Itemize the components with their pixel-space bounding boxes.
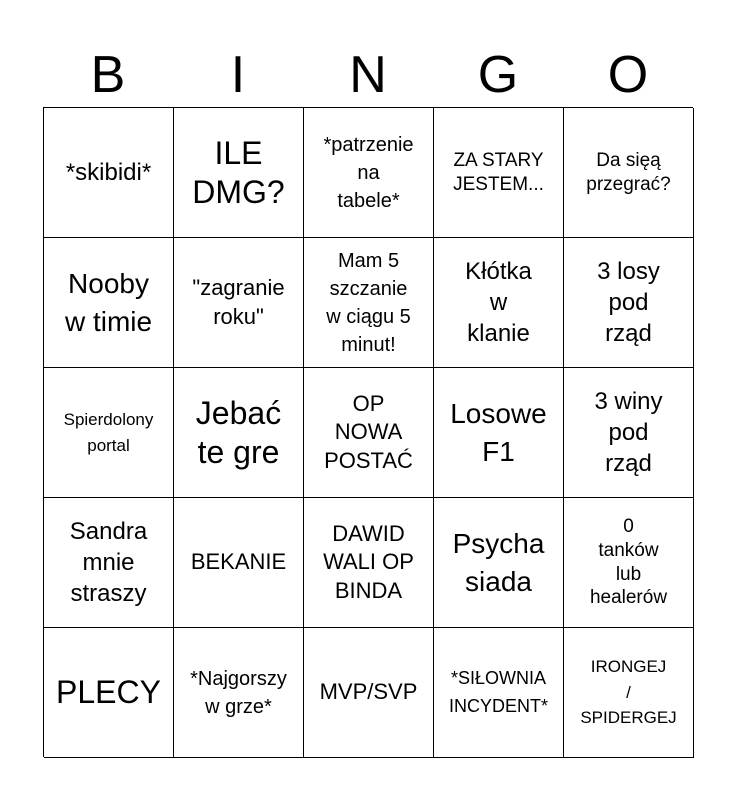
bingo-header	[43, 44, 693, 106]
cell-text: BEKANIE	[190, 549, 287, 575]
bingo-cell-r4c3[interactable]	[304, 498, 434, 628]
bingo-cell-r3c4[interactable]	[434, 368, 564, 498]
bingo-cell-r3c5[interactable]	[564, 368, 694, 498]
header-letter-n: N	[349, 46, 387, 104]
cell-text: *SIŁOWNIA INCYDENT*	[448, 667, 548, 716]
bingo-cell-r1c3[interactable]	[304, 108, 434, 238]
bingo-cell-r2c2[interactable]	[174, 238, 304, 368]
bingo-cell-r5c5[interactable]	[564, 628, 694, 758]
header-letter-i: I	[230, 46, 246, 104]
bingo-cell-r1c5[interactable]	[564, 108, 694, 238]
cell-text: 3 winy pod rząd	[594, 387, 663, 478]
bingo-cell-r4c2[interactable]	[174, 498, 304, 628]
bingo-cell-r1c2[interactable]	[174, 108, 304, 238]
header-letter-g: G	[477, 46, 519, 104]
bingo-cell-r2c1[interactable]	[44, 238, 174, 368]
bingo-grid	[43, 107, 693, 757]
cell-text: Losowe F1	[450, 397, 547, 467]
cell-text: Sandra mnie straszy	[69, 517, 148, 608]
cell-text: Mam 5 szczanie w ciągu 5 minut!	[326, 249, 411, 356]
bingo-cell-r5c1[interactable]	[44, 628, 174, 758]
bingo-cell-r5c2[interactable]	[174, 628, 304, 758]
bingo-cell-r1c1[interactable]	[44, 108, 174, 238]
bingo-cell-r3c3[interactable]	[304, 368, 434, 498]
cell-text: MVP/SVP	[319, 679, 418, 705]
cell-text: *Najgorszy w grze*	[190, 667, 287, 718]
cell-text: OP NOWA POSTAĆ	[324, 390, 413, 473]
bingo-cell-r1c4[interactable]	[434, 108, 564, 238]
cell-text: Kłótka w klanie	[465, 257, 532, 348]
header-letter-b: B	[90, 46, 126, 104]
bingo-cell-r4c1[interactable]	[44, 498, 174, 628]
bingo-cell-r2c4[interactable]	[434, 238, 564, 368]
cell-text: 0 tanków lub healerów	[589, 516, 668, 609]
cell-text: ILE DMG?	[192, 135, 285, 210]
cell-text: Jebać te gre	[195, 395, 282, 470]
cell-text: 3 losy pod rząd	[597, 257, 660, 348]
bingo-cell-r4c5[interactable]	[564, 498, 694, 628]
cell-text: *skibidi*	[65, 158, 152, 186]
cell-text: Psycha siada	[452, 527, 545, 597]
bingo-cell-r3c1[interactable]	[44, 368, 174, 498]
cell-text: Spierdolony portal	[63, 410, 154, 455]
cell-text: PLECY	[56, 674, 161, 711]
cell-text: DAWID WALI OP BINDA	[323, 520, 414, 603]
bingo-cell-r4c4[interactable]	[434, 498, 564, 628]
bingo-cell-r2c5[interactable]	[564, 238, 694, 368]
cell-text: Da sięą przegrać?	[586, 149, 671, 195]
bingo-cell-r5c4[interactable]	[434, 628, 564, 758]
cell-text: IRONGEJ / SPIDERGEJ	[580, 657, 677, 728]
bingo-cell-r3c2[interactable]	[174, 368, 304, 498]
header-letter-o: O	[607, 46, 649, 104]
cell-text: *patrzenie na tabele*	[323, 133, 414, 212]
cell-text: Nooby w timie	[64, 267, 153, 337]
cell-text: "zagranie roku"	[192, 274, 285, 329]
cell-text: ZA STARY JESTEM...	[453, 149, 544, 195]
bingo-cell-r5c3[interactable]	[304, 628, 434, 758]
bingo-cell-r2c3[interactable]	[304, 238, 434, 368]
